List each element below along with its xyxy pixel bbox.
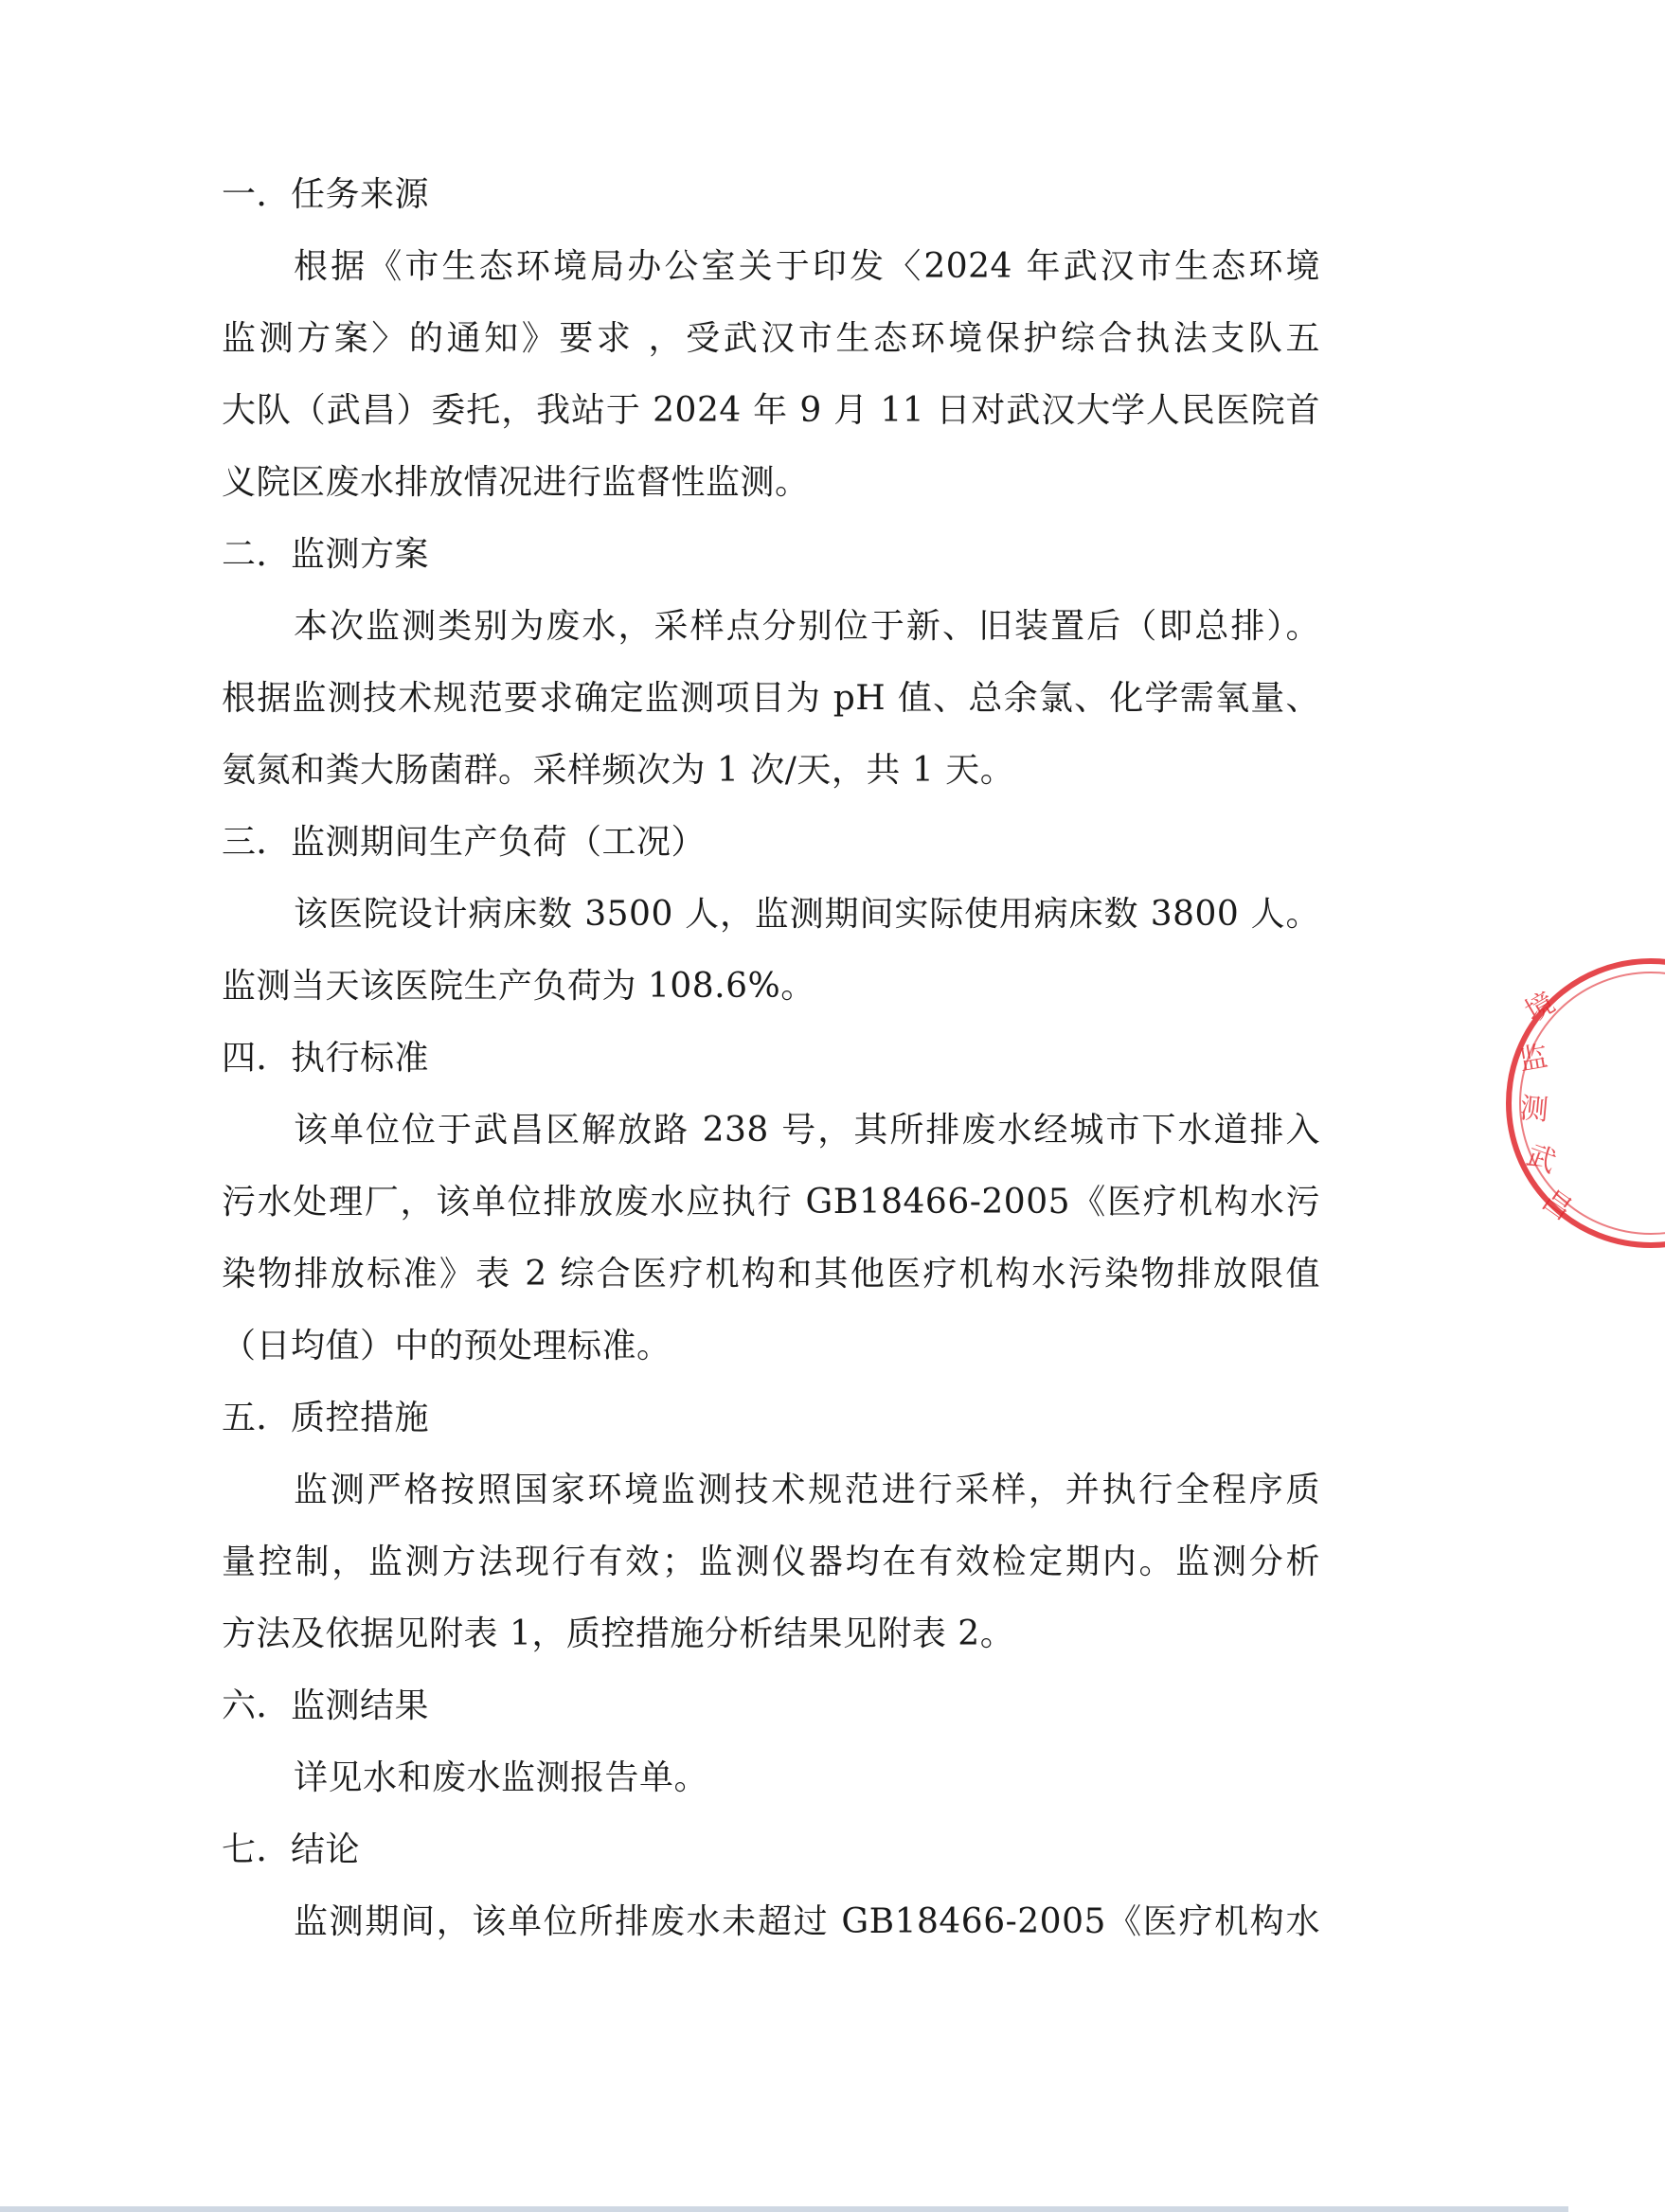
- paragraph-line: 本次监测类别为废水，采样点分别位于新、旧装置后（即总排）。: [294, 607, 1320, 646]
- paragraph-line: 义院区废水排放情况进行监督性监测。: [222, 463, 810, 502]
- section-heading-3: 三．监测期间生产负荷（工况）: [222, 823, 707, 862]
- paragraph-line: 染物排放标准》表 2 综合医疗机构和其他医疗机构水污染物排放限值: [222, 1255, 1320, 1293]
- paragraph-line: 详见水和废水监测报告单。: [294, 1758, 709, 1797]
- paragraph-line: 该医院设计病床数 3500 人，监测期间实际使用病床数 3800 人。: [294, 895, 1320, 934]
- paragraph-line: 根据《市生态环境局办公室关于印发〈2024 年武汉市生态环境: [294, 247, 1320, 286]
- paragraph-line: 氨氮和粪大肠菌群。采样频次为 1 次/天，共 1 天。: [222, 751, 1015, 790]
- svg-text:监: 监: [1516, 1040, 1550, 1078]
- official-seal: [1495, 947, 1665, 1259]
- paragraph-line: 大队（武昌）委托，我站于 2024 年 9 月 11 日对武汉大学人民医院首: [222, 391, 1320, 430]
- section-heading-5: 五．质控措施: [222, 1399, 430, 1437]
- section-heading-4: 四．执行标准: [222, 1039, 430, 1078]
- svg-text:测: 测: [1518, 1092, 1550, 1128]
- paragraph-line: 方法及依据见附表 1，质控措施分析结果见附表 2。: [222, 1614, 1015, 1653]
- paragraph-line: 监测期间，该单位所排废水未超过 GB18466-2005《医疗机构水: [294, 1902, 1320, 1941]
- paragraph-line: 根据监测技术规范要求确定监测项目为 pH 值、总余氯、化学需氧量、: [222, 679, 1320, 718]
- section-heading-6: 六．监测结果: [222, 1686, 430, 1725]
- paragraph-line: 量控制，监测方法现行有效；监测仪器均在有效检定期内。监测分析: [222, 1543, 1320, 1581]
- paragraph-line: （日均值）中的预处理标准。: [222, 1327, 671, 1365]
- svg-text:昌: 昌: [1535, 1183, 1579, 1227]
- section-heading-2: 二．监测方案: [222, 535, 430, 574]
- paragraph-line: 污水处理厂，该单位排放废水应执行 GB18466-2005《医疗机构水污: [222, 1183, 1320, 1222]
- section-heading-7: 七．结论: [222, 1830, 361, 1869]
- svg-text:武: 武: [1522, 1138, 1561, 1180]
- paragraph-line: 监测严格按照国家环境监测技术规范进行采样，并执行全程序质: [294, 1471, 1320, 1509]
- paragraph-line: 监测方案〉的通知》要求 ，受武汉市生态环境保护综合执法支队五: [222, 319, 1320, 358]
- scan-edge: [0, 2206, 1568, 2212]
- paragraph-line: 该单位位于武昌区解放路 238 号，其所排废水经城市下水道排入: [294, 1111, 1320, 1150]
- paragraph-line: 监测当天该医院生产负荷为 108.6%。: [222, 967, 815, 1006]
- section-heading-1: 一．任务来源: [222, 175, 430, 214]
- svg-text:境: 境: [1519, 986, 1561, 1029]
